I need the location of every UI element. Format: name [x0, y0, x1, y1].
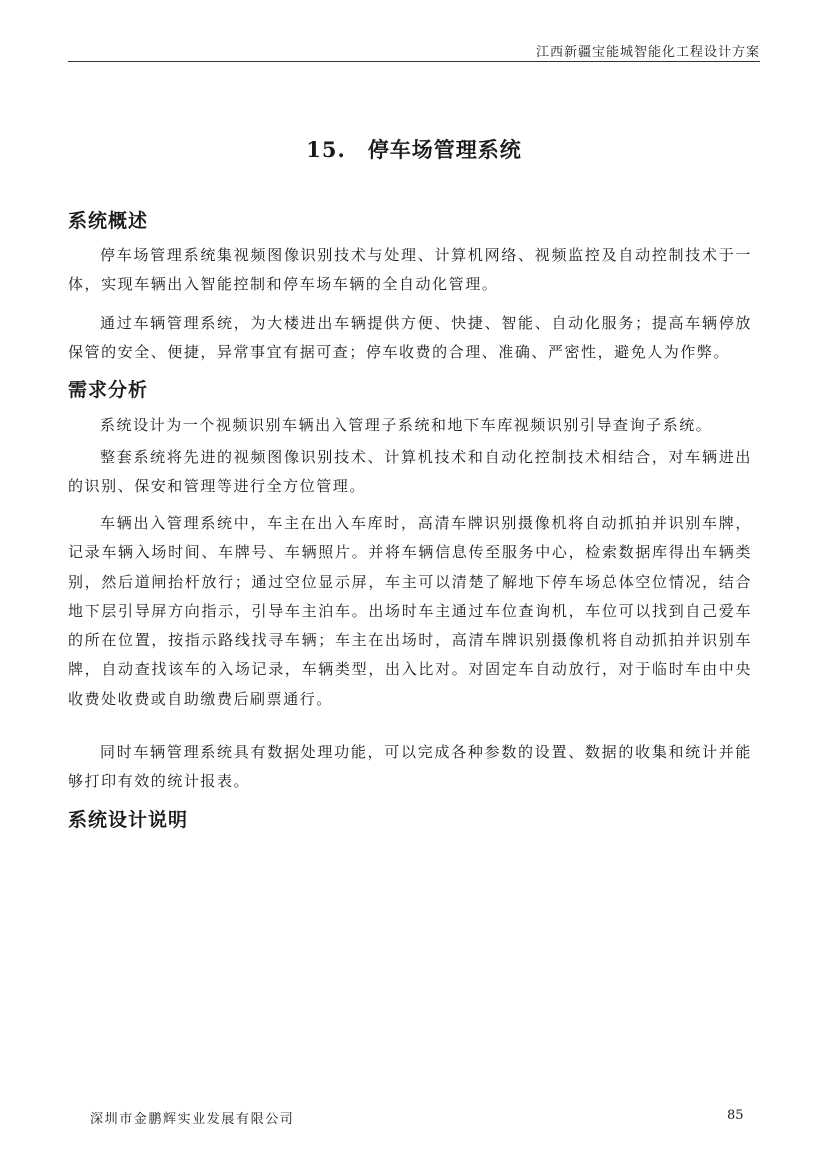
page-number: 85 — [727, 1108, 744, 1123]
paragraph: 停车场管理系统集视频图像识别技术与处理、计算机网络、视频监控及自动控制技术于一体，实现车辆出入智能控制和停车场车辆的全自动化管理。 — [68, 246, 752, 294]
paragraph: 整套系统将先进的视频图像识别技术、计算机技术和自动化控制技术相结合，对车辆进出的识别、保安和管理等进行全方位管理。 — [68, 448, 752, 496]
section-heading-requirements: 需求分析 — [68, 379, 149, 401]
paragraph: 同时车辆管理系统具有数据处理功能，可以完成各种参数的设置、数据的收集和统计并能够打印有效的统计报表。 — [68, 743, 752, 791]
paragraph: 车辆出入管理系统中，车主在出入车库时，高清车牌识别摄像机将自动抓拍并识别车牌，记录车辆入场时间、车牌号、车辆照片。并将车辆信息传至服务中心，检索数据库得出车辆类别，然后道闸抬杆放行；通过空位显示屏，车主可以清楚了解地下停车场总体空位情况，结合地下层引导屏方向指示，引导车主泊车。出场时车主通过车位查询机，车位可以找到自己爱车的所在位置，按指示路线找寻车辆；车主在出场时，高清车牌识别摄像机将自动抓拍并识别车牌，自动查找该车的入场记录，车辆类型，出入比对。对固定车自动放行，对于临时车由中央收费处收费或自助缴费后刷票通行。 — [68, 514, 752, 708]
section-heading-design: 系统设计说明 — [68, 809, 189, 831]
footer-company: 深圳市金鹏辉实业发展有限公司 — [90, 1112, 295, 1127]
chapter-title — [0, 134, 828, 164]
document-title: 江西新疆宝能城智能化工程设计方案 — [535, 45, 760, 60]
chapter-name: 停车场管理系统 — [367, 137, 522, 162]
chapter-number: 15. — [306, 137, 346, 162]
paragraph: 通过车辆管理系统，为大楼进出车辆提供方便、快捷、智能、自动化服务；提高车辆停放保管的安全、便捷，异常事宜有据可查；停车收费的合理、准确、严密性，避免人为作弊。 — [68, 314, 752, 362]
paragraph: 系统设计为一个视频识别车辆出入管理子系统和地下车库视频识别引导查询子系统。 — [100, 416, 713, 434]
header-divider — [68, 61, 760, 62]
section-heading-overview: 系统概述 — [68, 210, 149, 232]
